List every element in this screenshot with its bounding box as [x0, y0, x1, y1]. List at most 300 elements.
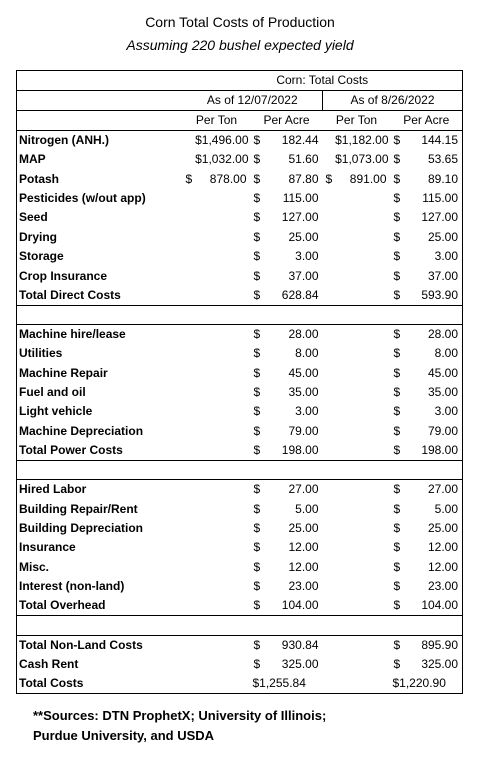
amount: 593.90 [421, 287, 459, 302]
amount: 104.00 [421, 598, 459, 613]
per-acre-2 [391, 344, 463, 363]
row-label: Building Repair/Rent [19, 501, 138, 516]
per-ton-1 [183, 266, 251, 285]
per-ton-1 [183, 441, 251, 461]
per-acre-2 [391, 150, 463, 169]
currency-symbol: $ [253, 443, 261, 458]
amount: 51.60 [288, 152, 319, 167]
row-label [17, 461, 183, 480]
amount: 628.84 [281, 287, 319, 302]
amount: 182.44 [281, 133, 319, 147]
amount: 5.00 [295, 501, 319, 516]
per-ton-2 [323, 150, 391, 169]
currency-symbol: $ [393, 657, 401, 671]
per-acre-2 [391, 635, 463, 655]
per-acre-1 [251, 538, 323, 557]
table-row [17, 577, 463, 596]
empty-cell [251, 616, 323, 635]
empty-cell [183, 616, 251, 635]
currency-symbol: $ [393, 579, 401, 594]
cost-table-body [17, 71, 463, 694]
currency-symbol: $ [253, 540, 261, 555]
per-ton-2 [323, 519, 391, 538]
per-ton-1 [183, 286, 251, 306]
per-ton-1 [183, 344, 251, 363]
table-row [17, 266, 463, 285]
per-acre-1 [251, 480, 323, 500]
per-acre-1 [251, 577, 323, 596]
per-ton-2 [323, 189, 391, 208]
amount: 144.15 [421, 133, 459, 147]
row-label: Utilities [19, 346, 63, 361]
currency-symbol: $ [253, 133, 261, 147]
row-label: Total Costs [19, 676, 84, 691]
table-row [17, 150, 463, 169]
per-ton-1 [183, 519, 251, 538]
per-acre-2 [391, 596, 463, 616]
per-acre-2 [391, 441, 463, 461]
currency-symbol: $ [253, 637, 261, 652]
currency-symbol: $ [253, 482, 261, 497]
currency-symbol: $ [253, 210, 261, 225]
table-row [17, 286, 463, 306]
row-label: Building Depreciation [19, 521, 144, 536]
empty-cell [251, 461, 323, 480]
per-ton-2 [323, 208, 391, 227]
per-ton-2 [323, 402, 391, 421]
amount: 37.00 [427, 268, 459, 283]
per-acre-1 [251, 344, 323, 363]
currency-symbol: $ [393, 501, 401, 516]
currency-symbol: $ [393, 559, 401, 574]
amount: $1,073.00 [335, 152, 389, 167]
header-blank [17, 71, 183, 91]
amount: 3.00 [434, 404, 459, 419]
per-acre-2 [391, 383, 463, 402]
amount: 8.00 [434, 346, 459, 361]
empty-cell [183, 461, 251, 480]
amount: 12.00 [288, 540, 319, 555]
table-row [17, 189, 463, 208]
currency-symbol: $ [253, 365, 261, 380]
empty-cell [251, 305, 323, 324]
amount: 5.00 [434, 501, 459, 516]
table-row [17, 402, 463, 421]
per-ton-1 [183, 169, 251, 188]
per-ton-1 [183, 674, 251, 694]
per-acre-1 [251, 131, 323, 151]
amount: 35.00 [288, 385, 319, 400]
amount: 12.00 [427, 559, 459, 574]
currency-symbol: $ [253, 598, 261, 613]
currency-symbol: $ [253, 229, 261, 244]
currency-symbol: $ [253, 268, 261, 283]
currency-symbol: $ [393, 443, 401, 458]
amount: 12.00 [427, 540, 459, 555]
amount: 8.00 [295, 346, 319, 361]
amount: 3.00 [295, 249, 319, 264]
per-ton-2 [323, 131, 391, 151]
spacer-row [17, 461, 463, 480]
currency-symbol: $ [253, 385, 261, 400]
currency-symbol: $ [253, 190, 261, 205]
per-acre-2 [391, 189, 463, 208]
row-label: Light vehicle [19, 404, 93, 419]
header-row-dates [17, 91, 463, 111]
per-acre-2 [391, 325, 463, 345]
header-per-ton-1: Per Ton [183, 111, 251, 131]
amount: 25.00 [427, 521, 459, 536]
per-acre-2 [391, 519, 463, 538]
per-acre-1 [251, 655, 323, 674]
per-acre-1 [251, 596, 323, 616]
per-acre-1 [251, 266, 323, 285]
row-label [17, 616, 183, 635]
per-acre-1 [251, 558, 323, 577]
per-ton-1 [183, 558, 251, 577]
amount: 25.00 [288, 229, 319, 244]
per-acre-1 [251, 499, 323, 518]
amount: 198.00 [281, 443, 319, 458]
amount: 79.00 [427, 423, 459, 438]
row-label: Drying [19, 229, 58, 244]
amount: 895.90 [421, 637, 459, 652]
amount: $1,032.00 [195, 152, 249, 167]
currency-symbol: $ [253, 171, 261, 186]
per-acre-1 [251, 383, 323, 402]
table-row [17, 499, 463, 518]
amount: 930.84 [281, 637, 319, 652]
per-acre-1 [251, 422, 323, 441]
row-label: Interest (non-land) [19, 579, 125, 594]
per-acre-1 [251, 208, 323, 227]
currency-symbol: $ [393, 190, 401, 205]
per-ton-2 [323, 441, 391, 461]
row-label: Total Power Costs [19, 443, 123, 458]
spacer-row [17, 616, 463, 635]
currency-symbol: $ [393, 521, 401, 536]
per-ton-2 [323, 674, 391, 694]
per-ton-1 [183, 538, 251, 557]
table-row [17, 344, 463, 363]
currency-symbol: $ [393, 365, 401, 380]
per-ton-1 [183, 655, 251, 674]
row-label [17, 305, 183, 324]
table-row [17, 131, 463, 151]
amount: 12.00 [288, 559, 319, 574]
per-acre-2 [391, 577, 463, 596]
empty-cell [391, 461, 463, 480]
per-acre-2 [391, 286, 463, 306]
per-acre-1 [251, 150, 323, 169]
per-ton-1 [183, 364, 251, 383]
amount: 325.00 [281, 657, 319, 671]
row-label: Hired Labor [17, 480, 183, 500]
currency-symbol: $ [393, 346, 401, 361]
per-ton-2 [323, 596, 391, 616]
per-acre-1 [251, 247, 323, 266]
currency-symbol: $ [393, 210, 401, 225]
per-ton-2 [323, 247, 391, 266]
amount: $1,220.90 [392, 676, 446, 691]
table-row [17, 655, 463, 674]
amount: 53.65 [427, 152, 459, 167]
row-label: Total Direct Costs [19, 287, 121, 302]
currency-symbol: $ [253, 579, 261, 594]
amount: $1,182.00 [335, 133, 389, 147]
amount: $1,255.84 [252, 676, 306, 691]
table-row [17, 519, 463, 538]
row-label: Machine Repair [19, 365, 108, 380]
amount: 3.00 [434, 249, 459, 264]
currency-symbol: $ [253, 657, 261, 671]
document-subtitle: Assuming 220 bushel expected yield [126, 37, 354, 53]
per-ton-2 [323, 383, 391, 402]
per-acre-2 [391, 131, 463, 151]
row-label: Seed [19, 210, 48, 225]
currency-symbol: $ [253, 559, 261, 574]
row-label: Cash Rent [19, 657, 79, 671]
per-ton-2 [323, 169, 391, 188]
per-ton-2 [323, 499, 391, 518]
table-row [17, 538, 463, 557]
header-blank [17, 91, 183, 111]
currency-symbol: $ [393, 327, 401, 342]
per-acre-2 [391, 208, 463, 227]
per-ton-2 [323, 635, 391, 655]
spacer-row [17, 305, 463, 324]
per-ton-2 [323, 286, 391, 306]
per-ton-1 [183, 325, 251, 345]
amount: 45.00 [427, 365, 459, 380]
table-row [17, 558, 463, 577]
per-acre-1 [251, 674, 323, 694]
currency-symbol: $ [393, 268, 401, 283]
amount: 28.00 [427, 327, 459, 342]
per-ton-1 [183, 150, 251, 169]
row-label: Machine hire/lease [17, 325, 183, 345]
row-label: Crop Insurance [19, 268, 108, 283]
per-ton-1 [183, 577, 251, 596]
per-acre-2 [391, 422, 463, 441]
per-ton-2 [323, 266, 391, 285]
empty-cell [323, 461, 391, 480]
per-ton-1 [183, 480, 251, 500]
table-row [17, 228, 463, 247]
amount: 3.00 [295, 404, 319, 419]
currency-symbol: $ [253, 404, 261, 419]
per-ton-1 [183, 247, 251, 266]
amount: 45.00 [288, 365, 319, 380]
header-blank [17, 111, 183, 131]
header-per-acre-1: Per Acre [251, 111, 323, 131]
per-acre-2 [391, 480, 463, 500]
currency-symbol: $ [393, 171, 401, 186]
row-label: Total Overhead [19, 598, 106, 613]
cost-table [16, 70, 463, 694]
per-ton-1 [183, 596, 251, 616]
row-label: Fuel and oil [19, 385, 86, 400]
row-label: Insurance [19, 540, 76, 555]
currency-symbol: $ [393, 482, 401, 497]
currency-symbol: $ [253, 327, 261, 342]
per-acre-2 [391, 247, 463, 266]
per-acre-1 [251, 325, 323, 345]
currency-symbol: $ [393, 229, 401, 244]
currency-symbol: $ [253, 346, 261, 361]
document-title: Corn Total Costs of Production [145, 14, 335, 30]
amount: 891.00 [349, 171, 387, 186]
amount: 115.00 [422, 190, 459, 205]
table-row [17, 383, 463, 402]
per-ton-1 [183, 402, 251, 421]
amount: 27.00 [427, 482, 459, 497]
per-acre-2 [391, 499, 463, 518]
header-row-units [17, 111, 463, 131]
amount: 878.00 [209, 171, 247, 186]
amount: 115.00 [282, 190, 319, 205]
table-row [17, 441, 463, 461]
empty-cell [183, 305, 251, 324]
footnote-line-1: **Sources: DTN ProphetX; University of Illinois; [33, 708, 327, 723]
per-ton-1 [183, 189, 251, 208]
currency-symbol: $ [393, 249, 401, 264]
table-row [17, 169, 463, 188]
table-row [17, 208, 463, 227]
table-row [17, 674, 463, 694]
amount: 27.00 [288, 482, 319, 497]
per-ton-1 [183, 208, 251, 227]
per-ton-1 [183, 635, 251, 655]
table-row [17, 364, 463, 383]
amount: 37.00 [288, 268, 319, 283]
per-acre-1 [251, 519, 323, 538]
row-label: Machine Depreciation [19, 423, 144, 438]
header-group-label: Corn: Total Costs [183, 71, 463, 91]
currency-symbol: $ [393, 598, 401, 613]
per-acre-2 [391, 655, 463, 674]
header-row-group [17, 71, 463, 91]
row-label: MAP [19, 152, 46, 167]
currency-symbol: $ [253, 521, 261, 536]
per-ton-2 [323, 344, 391, 363]
table-row [17, 635, 463, 655]
header-per-acre-2: Per Acre [391, 111, 463, 131]
amount: 89.10 [427, 171, 459, 186]
currency-symbol: $ [393, 152, 401, 167]
row-label: Potash [19, 171, 60, 186]
per-acre-2 [391, 674, 463, 694]
per-acre-2 [391, 558, 463, 577]
per-ton-1 [183, 383, 251, 402]
sources-footnote [33, 706, 326, 746]
per-acre-1 [251, 635, 323, 655]
per-ton-2 [323, 325, 391, 345]
per-acre-2 [391, 538, 463, 557]
per-acre-1 [251, 228, 323, 247]
currency-symbol: $ [185, 171, 193, 186]
header-per-ton-2: Per Ton [323, 111, 391, 131]
currency-symbol: $ [253, 152, 261, 167]
per-acre-1 [251, 364, 323, 383]
amount: 79.00 [288, 423, 319, 438]
per-acre-1 [251, 189, 323, 208]
per-ton-2 [323, 577, 391, 596]
per-ton-2 [323, 558, 391, 577]
table-row [17, 596, 463, 616]
amount: 127.00 [421, 210, 459, 225]
currency-symbol: $ [253, 423, 261, 438]
amount: 127.00 [281, 210, 319, 225]
per-ton-2 [323, 655, 391, 674]
per-ton-2 [323, 422, 391, 441]
row-label: Storage [19, 249, 64, 264]
amount: $1,496.00 [195, 133, 249, 147]
table-row [17, 247, 463, 266]
per-ton-1 [183, 499, 251, 518]
per-acre-2 [391, 266, 463, 285]
currency-symbol: $ [393, 423, 401, 438]
per-acre-2 [391, 169, 463, 188]
amount: 104.00 [281, 598, 319, 613]
header-date-1: As of 12/07/2022 [183, 91, 323, 111]
header-date-2: As of 8/26/2022 [323, 91, 463, 111]
row-label: Misc. [19, 559, 50, 574]
per-acre-1 [251, 402, 323, 421]
per-acre-2 [391, 228, 463, 247]
per-ton-1 [183, 228, 251, 247]
per-acre-2 [391, 364, 463, 383]
row-label: Nitrogen (ANH.) [19, 133, 109, 147]
table-row [17, 325, 463, 345]
per-acre-1 [251, 286, 323, 306]
per-ton-2 [323, 480, 391, 500]
empty-cell [323, 616, 391, 635]
amount: 23.00 [427, 579, 459, 594]
footnote-line-2: Purdue University, and USDA [33, 728, 215, 743]
per-ton-1 [183, 422, 251, 441]
amount: 87.80 [288, 171, 319, 186]
currency-symbol: $ [325, 171, 333, 186]
amount: 198.00 [421, 443, 459, 458]
currency-symbol: $ [393, 287, 401, 302]
empty-cell [391, 616, 463, 635]
currency-symbol: $ [253, 287, 261, 302]
empty-cell [391, 305, 463, 324]
per-ton-2 [323, 538, 391, 557]
currency-symbol: $ [393, 637, 401, 652]
currency-symbol: $ [393, 133, 401, 147]
per-acre-2 [391, 402, 463, 421]
empty-cell [323, 305, 391, 324]
per-acre-1 [251, 169, 323, 188]
per-ton-1 [183, 131, 251, 151]
amount: 23.00 [288, 579, 319, 594]
amount: 325.00 [421, 657, 459, 671]
table-row [17, 480, 463, 500]
amount: 28.00 [288, 327, 319, 342]
per-acre-1 [251, 441, 323, 461]
amount: 25.00 [288, 521, 319, 536]
amount: 25.00 [427, 229, 459, 244]
per-ton-2 [323, 364, 391, 383]
row-label: Total Non-Land Costs [17, 635, 183, 655]
currency-symbol: $ [253, 501, 261, 516]
row-label: Pesticides (w/out app) [19, 190, 146, 205]
currency-symbol: $ [393, 540, 401, 555]
currency-symbol: $ [253, 249, 261, 264]
amount: 35.00 [427, 385, 459, 400]
